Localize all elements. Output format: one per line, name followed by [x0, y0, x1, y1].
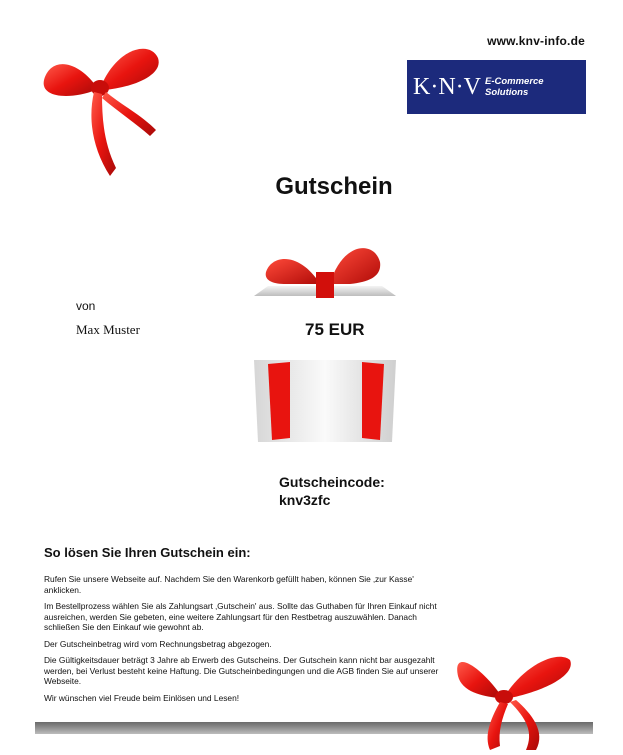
voucher-code-value: knv3zfc [279, 492, 331, 508]
instruction-paragraph: Rufen Sie unsere Webseite auf. Nachdem Sie den Warenkorb gefüllt haben, können Sie ‚zur Kasse' anklicken. [44, 574, 414, 595]
instruction-paragraph: Im Bestellprozess wählen Sie als Zahlungsart ‚Gutschein' aus. Sollte das Guthaben für Ihren Einkauf nicht ausreichen, werden Sie gebeten, eine weitere Zahlungsart für den Restbetrag auszuwählen. Danach schließen Sie den Einkauf wie gewohnt ab. [44, 601, 437, 632]
logo-mark: K·N·V [413, 73, 481, 100]
instructions-title: So lösen Sie Ihren Gutschein ein: [44, 545, 251, 560]
instructions-body [44, 574, 444, 709]
gift-box-bottom-icon [250, 356, 400, 444]
voucher-amount: 75 EUR [305, 320, 365, 339]
knv-logo [407, 60, 586, 114]
logo-tagline: E-Commerce Solutions [484, 76, 544, 98]
instruction-paragraph: Die Gültigkeitsdauer beträgt 3 Jahre ab Erwerb des Gutscheins. Der Gutschein kann nicht bar ausgezahlt werden, bei Verlust besteht keine Haftung. Die Gutscheinbedingungen und die AGB finden Sie auf unserer Webseite. [44, 655, 439, 686]
voucher-title: Gutschein [275, 173, 393, 200]
instruction-paragraph: Der Gutscheinbetrag wird vom Rechnungsbetrag abgezogen. [44, 638, 272, 649]
ribbon-bow-icon [30, 28, 170, 178]
voucher-code-label: Gutscheincode: [279, 474, 385, 490]
from-name: Max Muster [76, 322, 140, 337]
ribbon-bow-bottom-icon [430, 640, 580, 752]
website-url: www.knv-info.de [487, 34, 585, 48]
instruction-paragraph: Wir wünschen viel Freude beim Einlösen und Lesen! [44, 692, 240, 703]
from-label: von [76, 299, 96, 313]
gift-box-top-icon [250, 232, 400, 302]
